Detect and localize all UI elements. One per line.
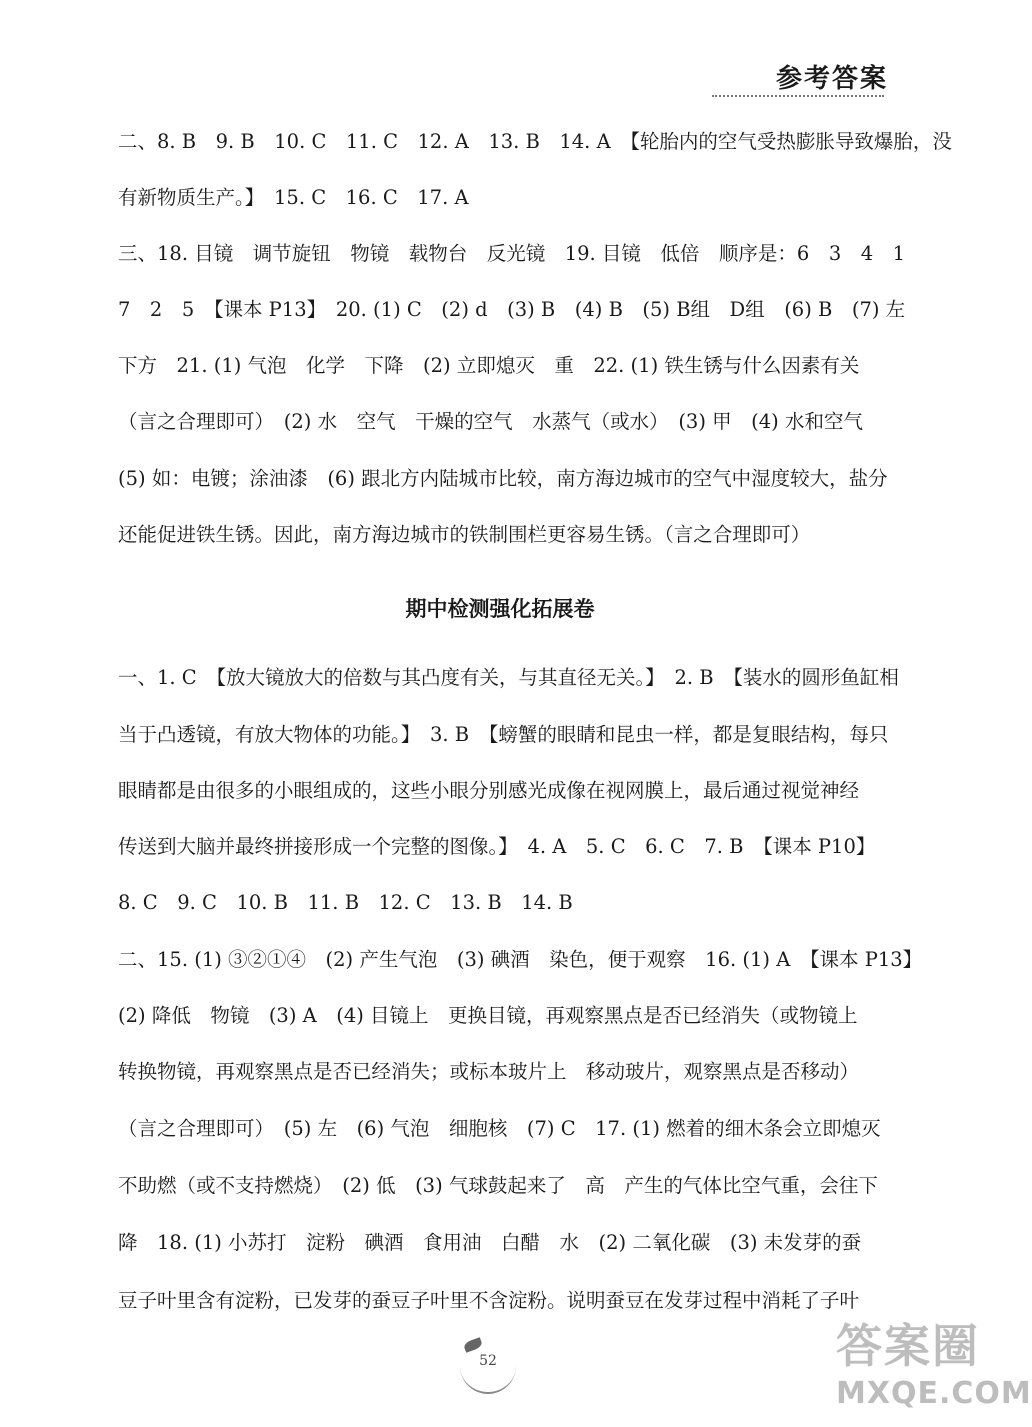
header-divider [712,95,884,97]
page-header-title: 参考答案 [776,64,889,94]
answer-line: 二、8. B 9. B 10. C 11. C 12. A 13. B 14. A 【轮胎内的空气受热膨胀导致爆胎，没 [118,130,952,153]
answer-line: 豆子叶里含有淀粉，已发芽的蚕豆子叶里不含淀粉。说明蚕豆在发芽过程中消耗了子叶 [118,1289,860,1312]
answer-line: 一、1. C 【放大镜放大的倍数与其凸度有关，与其直径无关。】 2. B 【装水的圆形鱼缸相 [118,666,899,689]
answer-line: (5) 如：电镀；涂油漆 (6) 跟北方内陆城市比较，南方海边城市的空气中湿度较大，盐分 [118,467,888,490]
answer-line: 不助燃（或不支持燃烧） (2) 低 (3) 气球鼓起来了 高 产生的气体比空气重，会往下 [118,1174,878,1197]
answer-line: 下方 21. (1) 气泡 化学 下降 (2) 立即熄灭 重 22. (1) 铁生锈与什么因素有关 [118,354,860,377]
answer-line: 降 18. (1) 小苏打 淀粉 碘酒 食用油 白醋 水 (2) 二氧化碳 (3) 未发芽的蚕 [118,1231,862,1254]
watermark-url: MXQE.COM [836,1376,1032,1411]
answer-line: 二、15. (1) ③②①④ (2) 产生气泡 (3) 碘酒 染色，便于观察 16. (1) A 【课本 P13】 [118,948,923,971]
section-title: 期中检测强化拓展卷 [405,597,595,621]
watermark-text: 答案圈 [836,1319,980,1373]
answer-line: 7 2 5 【课本 P13】 20. (1) C (2) d (3) B (4) B (5) B组 D组 (6) B (7) 左 [118,298,906,321]
answer-line: 三、18. 目镜 调节旋钮 物镜 载物台 反光镜 19. 目镜 低倍 顺序是：6 3 4 1 [118,242,906,265]
answer-line: 还能促进铁生锈。因此，南方海边城市的铁制围栏更容易生锈。（言之合理即可） [118,523,811,546]
watermark-logo [836,1316,1032,1424]
answer-line: 当于凸透镜，有放大物体的功能。】 3. B 【螃蟹的眼睛和昆虫一样，都是复眼结构，每只 [118,723,889,746]
answer-line: 眼睛都是由很多的小眼组成的，这些小眼分别感光成像在视网膜上，最后通过视觉神经 [118,779,860,802]
answer-line: 有新物质生产。】 15. C 16. C 17. A [118,186,469,209]
answer-line: 传送到大脑并最终拼接形成一个完整的图像。】 4. A 5. C 6. C 7. B 【课本 P10】 [118,835,876,858]
answer-line: 8. C 9. C 10. B 11. B 12. C 13. B 14. B [118,891,573,914]
answer-line: (2) 降低 物镜 (3) A (4) 目镜上 更换目镜，再观察黑点是否已经消失（或物镜上 [118,1004,858,1027]
answer-line: （言之合理即可） (5) 左 (6) 气泡 细胞核 (7) C 17. (1) 燃着的细木条会立即熄灭 [118,1117,881,1140]
answer-line: （言之合理即可） (2) 水 空气 干燥的空气 水蒸气（或水） (3) 甲 (4) 水和空气 [118,410,863,433]
answer-line: 转换物镜，再观察黑点是否已经消失；或标本玻片上 移动玻片，观察黑点是否移动） [118,1060,860,1083]
page-number: 52 [460,1348,516,1394]
